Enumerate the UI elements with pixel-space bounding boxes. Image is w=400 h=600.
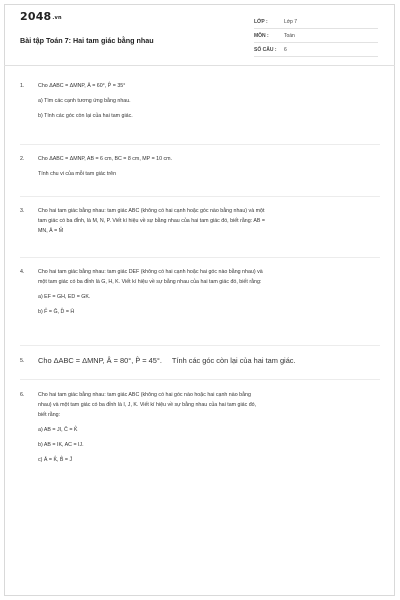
question-part: a) EF = GH, ED = GK. xyxy=(38,294,91,300)
meta-key: SỐ CÂU : xyxy=(254,47,277,53)
meta-class xyxy=(254,16,378,29)
question-line: MN, Â = M̂ xyxy=(38,228,64,234)
meta-value: 6 xyxy=(284,47,287,53)
question-line: biết rằng: xyxy=(38,412,61,418)
question-part: c) Â = K̂, B̂ = Ĵ xyxy=(38,457,73,463)
question-stem: Cho ΔABC = ΔMNP, AB = 6 cm, BC = 8 cm, MP = 10 cm. xyxy=(38,156,173,162)
question-line: Cho hai tam giác bằng nhau: tam giác ABC (không có hai góc nào hoặc hai cạnh nào bằng xyxy=(38,392,251,398)
question-part: b) AB = IK, AC = IJ. xyxy=(38,442,84,448)
question-number: 5. xyxy=(20,358,25,364)
logo-text: 2048 xyxy=(20,10,52,23)
question-number: 2. xyxy=(20,156,25,162)
question-stem: Cho ΔABC = ΔMNP, Â = 80°, P̂ = 45°. xyxy=(38,356,162,365)
meta-subject xyxy=(254,30,378,43)
meta-key: MÔN : xyxy=(254,33,269,39)
question-5 xyxy=(20,355,380,367)
question-divider xyxy=(20,144,380,145)
question-number: 3. xyxy=(20,208,25,214)
question-stem: Cho ΔABC = ΔMNP, Â = 60°, P̂ = 35° xyxy=(38,83,126,89)
header-divider xyxy=(4,65,395,66)
question-line: Cho hai tam giác bằng nhau: tam giác ABC (không có hai cạnh hoặc góc nào bằng nhau) và một xyxy=(38,208,265,214)
question-part: a) AB = JI, Ĉ = K̂ xyxy=(38,427,78,433)
question-4 xyxy=(20,267,380,317)
question-line: tam giác có ba đỉnh, là M, N, P. Viết kí hiệu về sự bằng nhau của hai tam giác đó, biết rằng: AB = xyxy=(38,218,265,224)
meta-count xyxy=(254,44,378,57)
question-line: một tam giác có ba đỉnh là G, H, K. Viết kí hiệu về sự bằng nhau của hai tam giác đó, biết rằng: xyxy=(38,279,262,285)
question-divider xyxy=(20,196,380,197)
site-logo[interactable] xyxy=(20,10,62,23)
question-number: 1. xyxy=(20,83,25,89)
question-divider xyxy=(20,257,380,258)
question-part: Tính chu vi của mỗi tam giác trên xyxy=(38,171,117,177)
question-number: 4. xyxy=(20,269,25,275)
question-3 xyxy=(20,206,380,236)
question-part: a) Tìm các cạnh tương ứng bằng nhau. xyxy=(38,98,131,104)
logo-tld: .vn xyxy=(52,15,62,21)
meta-value: Toán xyxy=(284,33,295,39)
question-part: b) F̂ = Ĝ, D̂ = Ĥ xyxy=(38,309,75,315)
question-6 xyxy=(20,390,380,465)
question-2 xyxy=(20,154,380,179)
question-stem-task: Tính các góc còn lại của hai tam giác. xyxy=(171,356,296,365)
question-divider xyxy=(20,379,380,380)
page-title: Bài tập Toán 7: Hai tam giác bằng nhau xyxy=(20,36,154,45)
meta-value: Lớp 7 xyxy=(284,19,298,25)
question-line: nhau) và một tam giác có ba đỉnh là I, J, K. Viết kí hiệu về sự bằng nhau của hai tam giác đó, xyxy=(38,402,257,408)
question-number: 6. xyxy=(20,392,25,398)
question-1 xyxy=(20,81,380,121)
meta-key: LỚP : xyxy=(254,19,268,25)
question-part: b) Tính các góc còn lại của hai tam giác. xyxy=(38,113,133,119)
question-divider xyxy=(20,345,380,346)
question-line: Cho hai tam giác bằng nhau: tam giác DEF (không có hai cạnh hoặc hai góc nào bằng nhau) và xyxy=(38,269,263,275)
